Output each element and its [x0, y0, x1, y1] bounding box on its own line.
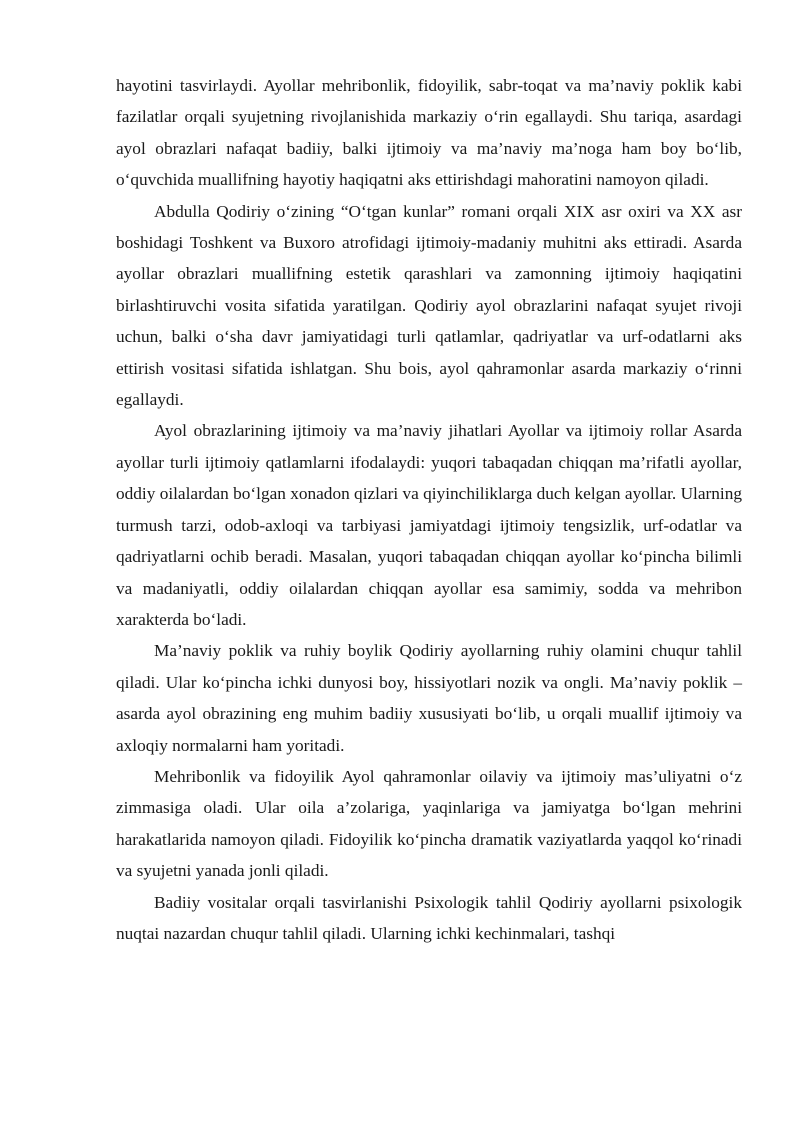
paragraph-continuation: hayotini tasvirlaydi. Ayollar mehribonlik, fidoyilik, sabr-toqat va ma’naviy poklik kabi fazilatlar orqali syujetning rivojlanishida markaziy o‘rin egallaydi. Shu tariqa, asardagi ayol obrazlari nafaqat badiiy, balki ijtimoiy va ma’naviy ma’noga ham boy bo‘lib, o‘quvchida muallifning hayotiy haqiqatni aks ettirishdagi mahoratini namoyon qiladi. [116, 76, 742, 190]
paragraph: Mehribonlik va fidoyilik Ayol qahramonlar oilaviy va ijtimoiy mas’uliyatni o‘z zimmasiga oladi. Ular oila a’zolariga, yaqinlariga va jamiyatga bo‘lgan mehrini harakatlarida namoyon qiladi. Fidoyilik ko‘pincha dramatik vaziyatlarda yaqqol ko‘rinadi va syujetni yanada jonli qiladi. [116, 766, 742, 881]
body-text [116, 70, 742, 949]
paragraph: Ayol obrazlarining ijtimoiy va ma’naviy jihatlari Ayollar va ijtimoiy rollar Asarda ayollar turli ijtimoiy qatlamlarni ifodalaydi: yuqori tabaqadan chiqqan ma’rifatli ayollar, oddiy oilalardan bo‘lgan xonadon qizlari va qiyinchiliklarga duch kelgan ayollar. Ularning turmush tarzi, odob-axloqi va tarbiyasi jamiyatdagi ijtimoiy tengsizlik, urf-odatlar va qadriyatlarni ochib beradi. Masalan, yuqori tabaqadan chiqqan ayollar ko‘pincha bilimli va madaniyatli, oddiy oilalardan chiqqan ayollar esa samimiy, sodda va mehribon xarakterda bo‘ladi. [116, 421, 742, 629]
paragraph: Abdulla Qodiriy o‘zining “O‘tgan kunlar” romani orqali XIX asr oxiri va XX asr boshidagi Toshkent va Buxoro atrofidagi ijtimoiy-madaniy muhitni aks ettiradi. Asarda ayollar obrazlari muallifning estetik qarashlari va zamonning ijtimoiy haqiqatini birlashtiruvchi vosita sifatida yaratilgan. Qodiriy ayol obrazlarini nafaqat syujet rivoji uchun, balki o‘sha davr jamiyatidagi turli qatlamlar, qadriyatlar va urf-odatlarni aks ettirish vositasi sifatida ishlatgan. Shu bois, ayol qahramonlar asarda markaziy o‘rinni egallaydi. [116, 201, 742, 410]
paragraph: Badiiy vositalar orqali tasvirlanishi Psixologik tahlil Qodiriy ayollarni psixologik nuqtai nazardan chuqur tahlil qiladi. Ularning ichki kechinmalari, tashqi [116, 892, 742, 943]
paragraph: Ma’naviy poklik va ruhiy boylik Qodiriy ayollarning ruhiy olamini chuqur tahlil qiladi. Ular ko‘pincha ichki dunyosi boy, hissiyotlari nozik va ongli. Ma’naviy poklik – asarda ayol obrazining eng muhim badiiy xususiyati bo‘lib, u orqali muallif ijtimoiy va axloqiy normalarni ham yoritadi. [116, 641, 742, 755]
